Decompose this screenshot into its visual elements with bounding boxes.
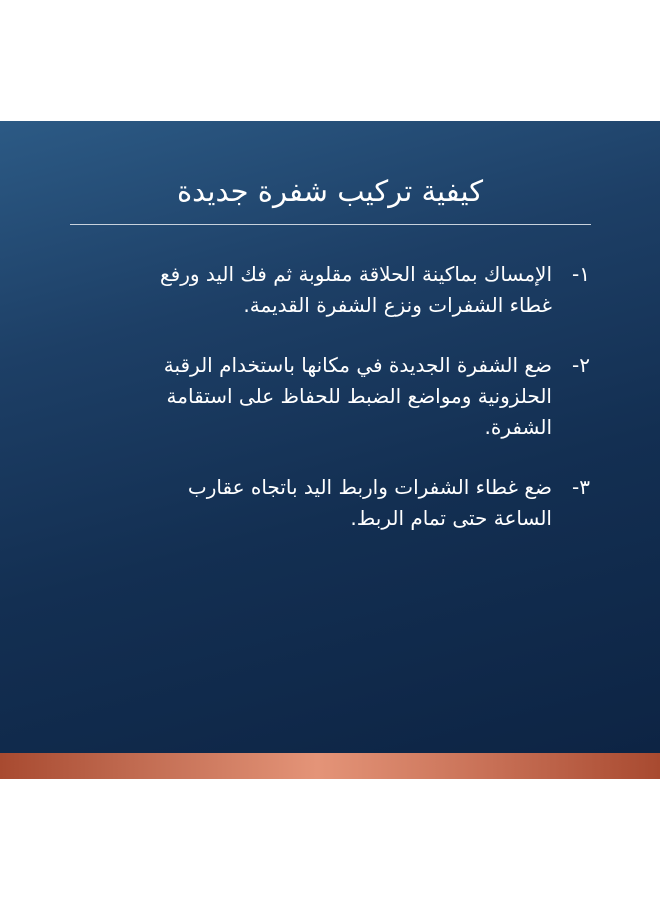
page-title: كيفية تركيب شفرة جديدة bbox=[176, 174, 484, 208]
step-text: الإمساك بماكينة الحلاقة مقلوبة ثم فك اليد ورفع غطاء الشفرات ونزع الشفرة القديمة. bbox=[160, 262, 552, 317]
step-text: ضع غطاء الشفرات واربط اليد باتجاه عقارب الساعة حتى تمام الربط. bbox=[187, 475, 552, 530]
list-item bbox=[90, 350, 590, 443]
title-divider bbox=[70, 224, 591, 225]
step-text: ضع الشفرة الجديدة في مكانها باستخدام الرقبة الحلزونية ومواضع الضبط للحفاظ على استقامة الشفرة. bbox=[163, 353, 552, 439]
step-number: ٣- bbox=[572, 475, 590, 499]
copper-accent-band bbox=[0, 753, 660, 779]
step-number: ١- bbox=[572, 262, 590, 286]
instructions-panel bbox=[0, 121, 660, 753]
list-item bbox=[90, 259, 590, 321]
steps-list bbox=[90, 259, 590, 563]
list-item bbox=[90, 472, 590, 534]
step-number: ٢- bbox=[572, 353, 590, 377]
